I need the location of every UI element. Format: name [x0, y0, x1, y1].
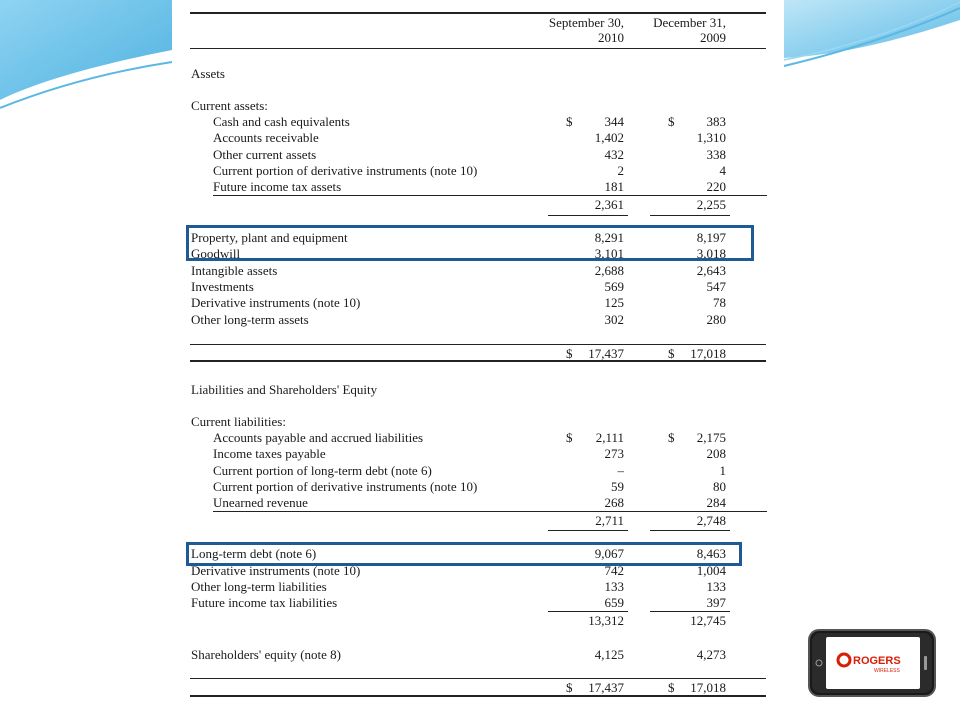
- currency-symbol: $: [668, 430, 675, 445]
- right-swoosh: [784, 0, 960, 58]
- subsection-current-assets: Current assets:: [191, 98, 268, 113]
- subtotal-underline: [548, 611, 628, 612]
- rogers-wireless-logo: [808, 629, 936, 697]
- currency-symbol: $: [566, 430, 573, 445]
- right-swoosh-line: [784, 8, 960, 66]
- total-rule: [190, 344, 766, 345]
- subtotal-underline: [650, 530, 730, 531]
- currency-symbol: $: [566, 114, 573, 129]
- svg-text:ROGERS: ROGERS: [853, 655, 901, 667]
- right-swoosh-line-2: [784, 2, 960, 60]
- subtotal-rule: [213, 511, 767, 512]
- subtotal-underline: [650, 611, 730, 612]
- currency-symbol: $: [668, 114, 675, 129]
- total-double-rule: [190, 695, 766, 697]
- svg-text:WIRELESS: WIRELESS: [874, 668, 900, 674]
- subtotal-underline: [548, 530, 628, 531]
- section-title-liabilities: Liabilities and Shareholders' Equity: [191, 382, 378, 397]
- total-double-rule: [190, 360, 766, 362]
- column-header-2010: September 30, 2010: [548, 15, 624, 45]
- subtotal-underline: [650, 215, 730, 216]
- subsection-current-liabilities: Current liabilities:: [191, 414, 286, 429]
- column-header-2009: December 31, 2009: [653, 15, 726, 45]
- phone-icon: [808, 629, 936, 697]
- highlight-box-long-term-debt: [186, 542, 742, 566]
- total-rule: [190, 678, 766, 679]
- top-rule: [190, 12, 766, 14]
- left-swoosh: [0, 0, 172, 100]
- highlight-box-ppe: [186, 225, 754, 261]
- header-rule: [190, 48, 766, 49]
- subtotal-rule: [213, 195, 767, 196]
- left-swoosh-line: [0, 62, 172, 108]
- section-title-assets: Assets: [191, 66, 225, 81]
- subtotal-underline: [548, 215, 628, 216]
